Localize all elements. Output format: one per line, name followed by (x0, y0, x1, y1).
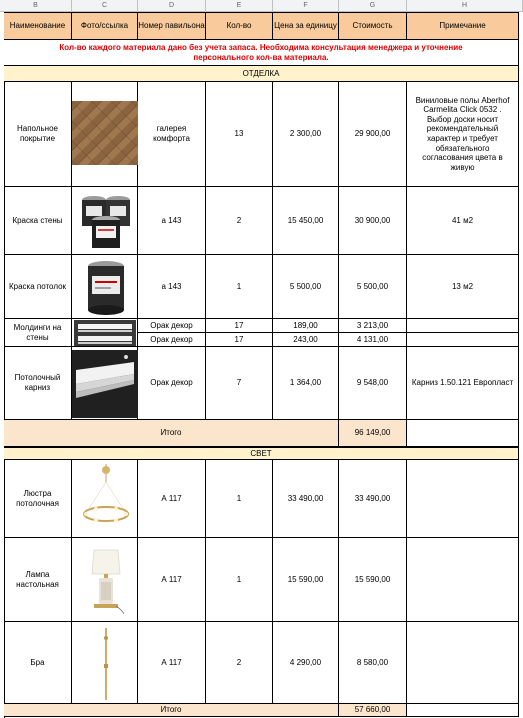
header-note: Примечание (407, 12, 519, 40)
item-note (407, 319, 519, 333)
total-label: Итого (4, 420, 339, 447)
item-price: 15 450,00 (273, 187, 339, 255)
column-letter-c[interactable]: C (72, 0, 138, 12)
wall-paint-photo (78, 190, 134, 252)
item-qty: 1 (206, 460, 273, 538)
section-title-finishing: ОТДЕЛКА (4, 66, 519, 82)
item-cost: 5 500,00 (339, 255, 407, 319)
item-qty: 1 (206, 538, 273, 622)
molding-photo (74, 320, 136, 346)
header-qty: Кол-во (206, 12, 273, 40)
item-name: Краска потолок (4, 255, 72, 319)
item-qty: 17 (206, 333, 273, 347)
header-price: Цена за единицу (273, 12, 339, 40)
item-price: 33 490,00 (273, 460, 339, 538)
item-pavilion: А 117 (138, 460, 206, 538)
column-letter-h[interactable]: H (407, 0, 523, 12)
item-cost: 8 580,00 (339, 622, 407, 704)
item-cost: 9 548,00 (339, 347, 407, 420)
item-cost: 15 590,00 (339, 538, 407, 622)
total-note (407, 704, 519, 717)
item-pavilion: галерея комфорта (138, 82, 206, 187)
item-qty: 2 (206, 622, 273, 704)
item-cost: 33 490,00 (339, 460, 407, 538)
item-cost: 29 900,00 (339, 82, 407, 187)
item-name: Люстра потолочная (4, 460, 72, 538)
item-price: 5 500,00 (273, 255, 339, 319)
item-pavilion: Орак декор (138, 319, 206, 333)
total-note (407, 420, 519, 447)
header-name: Наименование (4, 12, 72, 40)
item-qty: 13 (206, 82, 273, 187)
item-pavilion: Орак декор (138, 347, 206, 420)
item-price: 1 364,00 (273, 347, 339, 420)
item-name: Краска стены (4, 187, 72, 255)
item-name: Бра (4, 622, 72, 704)
chandelier-photo (80, 464, 132, 534)
item-cost: 4 131,00 (339, 333, 407, 347)
item-note: Виниловые полы Aberhof Carmelita Click 0532 . Выбор доски носит рекомендательный характер и требует обязательного согласования цвета в живую (407, 82, 519, 187)
item-name: Лампа настольная (4, 538, 72, 622)
floor-photo (72, 101, 138, 165)
column-letter-f[interactable]: F (273, 0, 339, 12)
item-pavilion: А 117 (138, 538, 206, 622)
item-name: Молдинги на стены (4, 319, 72, 347)
ceiling-paint-photo (84, 258, 128, 316)
item-note: 41 м2 (407, 187, 519, 255)
item-note: 13 м2 (407, 255, 519, 319)
item-pavilion: А 117 (138, 622, 206, 704)
column-letter-e[interactable]: E (206, 0, 273, 12)
table-lamp-photo (86, 546, 126, 616)
item-price: 2 300,00 (273, 82, 339, 187)
item-name: Потолочный карниз (4, 347, 72, 420)
item-price: 4 290,00 (273, 622, 339, 704)
item-note: Карниз 1.50.121 Европласт (407, 347, 519, 420)
item-price: 243,00 (273, 333, 339, 347)
item-qty: 2 (206, 187, 273, 255)
item-qty: 1 (206, 255, 273, 319)
total-value: 57 660,00 (339, 704, 407, 717)
item-pavilion: Орак декор (138, 333, 206, 347)
column-letter-b[interactable]: B (0, 0, 72, 12)
item-qty: 17 (206, 319, 273, 333)
item-qty: 7 (206, 347, 273, 420)
item-pavilion: а 143 (138, 255, 206, 319)
item-cost: 30 900,00 (339, 187, 407, 255)
item-pavilion: а 143 (138, 187, 206, 255)
cornice-photo (72, 350, 138, 418)
item-price: 189,00 (273, 319, 339, 333)
header-photo: Фото/ссылка (72, 12, 138, 40)
total-value: 96 149,00 (339, 420, 407, 447)
item-price: 15 590,00 (273, 538, 339, 622)
warning-text: Кол-во каждого материала дано без учета запаса. Необходима консультация менеджера и уточнение персонального кол-ва материала. (4, 40, 519, 66)
column-letter-d[interactable]: D (138, 0, 206, 12)
item-note (407, 333, 519, 347)
item-name: Напольное покрытие (4, 82, 72, 187)
column-letter-g[interactable]: G (339, 0, 407, 12)
section-title-light: СВЕТ (4, 447, 519, 460)
wall-sconce-photo (96, 626, 116, 702)
item-note (407, 622, 519, 704)
header-cost: Стоимость (339, 12, 407, 40)
item-cost: 3 213,00 (339, 319, 407, 333)
total-label: Итого (4, 704, 339, 717)
header-pavilion: Номер павильона (138, 12, 206, 40)
item-note (407, 538, 519, 622)
item-note (407, 460, 519, 538)
